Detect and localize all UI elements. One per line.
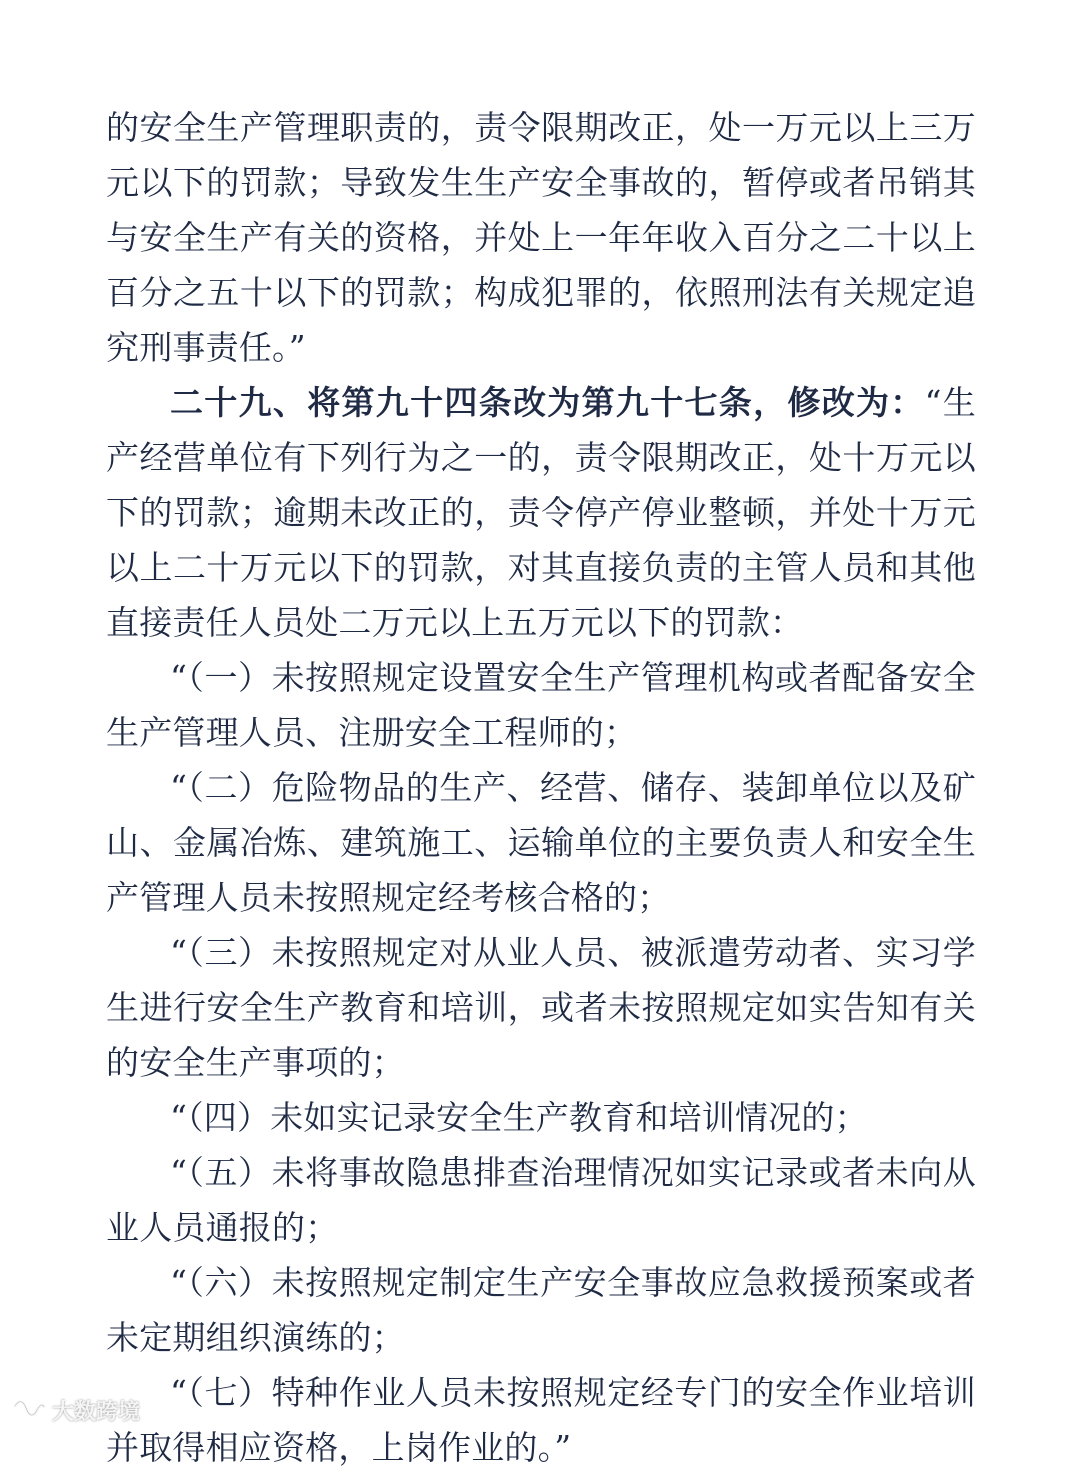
watermark-text: 大数跨境 bbox=[52, 1400, 141, 1425]
paragraph-text: “（七）特种作业人员未按照规定经专门的安全作业培训并取得相应资格，上岗作业的。” bbox=[106, 1373, 976, 1467]
list-item-7 bbox=[106, 1365, 976, 1475]
paragraph-text: “（一）未按照规定设置安全生产管理机构或者配备安全生产管理人员、注册安全工程师的； bbox=[106, 658, 976, 752]
document-body bbox=[106, 100, 976, 1475]
paragraph-text: “（四）未如实记录安全生产教育和培训情况的； bbox=[170, 1098, 868, 1137]
list-item-6 bbox=[106, 1255, 976, 1365]
list-item-3 bbox=[106, 925, 976, 1090]
article-29-paragraph bbox=[106, 375, 976, 650]
paragraph-text: “生产经营单位有下列行为之一的，责令限期改正，处十万元以下的罚款；逾期未改正的，责令停产停业整顿，并处十万元以上二十万元以下的罚款，对其直接负责的主管人员和其他直接责任人员处二万元以上五万元以下的罚款： bbox=[106, 383, 976, 642]
watermark bbox=[12, 1395, 140, 1426]
paragraph-text: 的安全生产管理职责的，责令限期改正，处一万元以上三万元以下的罚款；导致发生生产安全事故的，暂停或者吊销其与安全生产有关的资格，并处上一年年收入百分之二十以上百分之五十以下的罚款；构成犯罪的，依照刑法有关规定追究刑事责任。” bbox=[106, 108, 976, 367]
list-item-4 bbox=[106, 1090, 976, 1145]
paragraph-text: “（五）未将事故隐患排查治理情况如实记录或者未向从业人员通报的； bbox=[106, 1153, 976, 1247]
list-item-5 bbox=[106, 1145, 976, 1255]
list-item-2 bbox=[106, 760, 976, 925]
paragraph-text: “（二）危险物品的生产、经营、储存、装卸单位以及矿山、金属冶炼、建筑施工、运输单位的主要负责人和安全生产管理人员未按照规定经考核合格的； bbox=[106, 768, 976, 917]
paragraph-continuation bbox=[106, 100, 976, 375]
article-heading: 二十九、将第九十四条改为第九十七条，修改为： bbox=[170, 383, 925, 422]
list-item-1 bbox=[106, 650, 976, 760]
wechat-channel-icon bbox=[12, 1398, 46, 1424]
paragraph-text: “（三）未按照规定对从业人员、被派遣劳动者、实习学生进行安全生产教育和培训，或者未按照规定如实告知有关的安全生产事项的； bbox=[106, 933, 976, 1082]
paragraph-text: “（六）未按照规定制定生产安全事故应急救援预案或者未定期组织演练的； bbox=[106, 1263, 976, 1357]
